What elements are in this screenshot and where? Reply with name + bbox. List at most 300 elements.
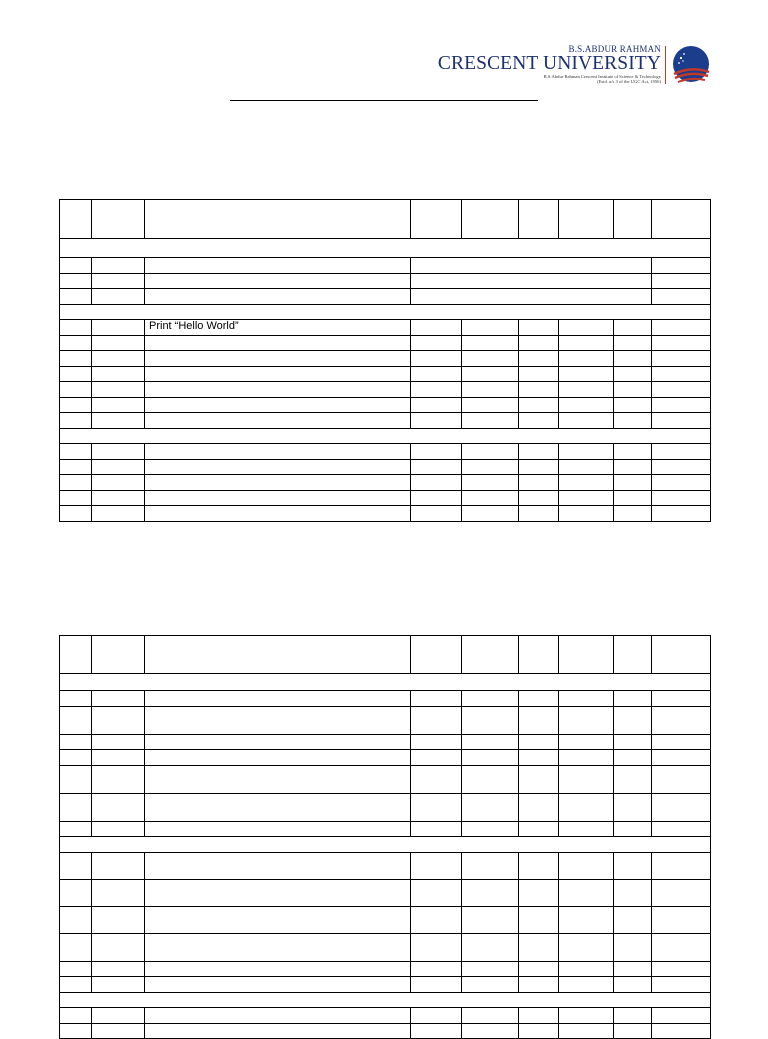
table-row — [60, 320, 711, 336]
table-cell — [92, 852, 145, 879]
table-cell — [462, 961, 519, 977]
table-cell — [614, 506, 652, 522]
table-cell — [614, 459, 652, 475]
table-cell — [411, 1023, 462, 1039]
table-cell — [145, 1023, 411, 1039]
table-cell — [145, 636, 411, 674]
table-cell — [559, 636, 614, 674]
table-cell — [411, 459, 462, 475]
table-row — [60, 706, 711, 734]
table-row — [60, 852, 711, 879]
table-cell — [519, 413, 559, 429]
table-cell — [559, 506, 614, 522]
section-row — [60, 674, 711, 691]
table-cell — [462, 636, 519, 674]
table-cell — [652, 490, 711, 506]
table-cell — [519, 750, 559, 766]
table-cell — [652, 977, 711, 993]
table-cell — [614, 734, 652, 750]
table-cell — [60, 1023, 92, 1039]
table-cell — [519, 734, 559, 750]
table-cell — [652, 320, 711, 336]
table-cell — [92, 879, 145, 906]
table-row — [60, 289, 711, 305]
table-cell — [652, 961, 711, 977]
table-cell — [462, 793, 519, 821]
table-cell — [60, 335, 92, 351]
table-cell — [519, 444, 559, 460]
table-cell — [92, 906, 145, 933]
table-cell — [411, 977, 462, 993]
table-cell — [60, 765, 92, 793]
table-1 — [59, 199, 711, 522]
table-cell — [559, 444, 614, 460]
table-cell — [145, 765, 411, 793]
table-cell — [60, 837, 711, 853]
table-cell — [614, 366, 652, 382]
table-cell — [614, 444, 652, 460]
table-cell — [614, 351, 652, 367]
table-cell — [411, 320, 462, 336]
table-cell — [145, 750, 411, 766]
table-cell — [411, 397, 462, 413]
table-cell — [462, 366, 519, 382]
table-cell — [462, 444, 519, 460]
table-cell — [652, 1023, 711, 1039]
table-cell — [559, 793, 614, 821]
table-cell — [614, 397, 652, 413]
table-cell — [462, 200, 519, 239]
table-cell — [145, 821, 411, 837]
table-cell — [92, 490, 145, 506]
table-cell — [614, 1023, 652, 1039]
table-cell — [614, 382, 652, 398]
table-cell — [519, 821, 559, 837]
table-cell — [92, 475, 145, 491]
table-cell — [614, 961, 652, 977]
table-cell — [462, 1008, 519, 1024]
table-cell — [614, 490, 652, 506]
table-cell — [614, 691, 652, 707]
table-cell — [462, 691, 519, 707]
table-cell — [559, 977, 614, 993]
table-cell — [92, 933, 145, 961]
table-cell — [614, 977, 652, 993]
table-cell — [652, 793, 711, 821]
table-row — [60, 879, 711, 906]
table-cell — [411, 961, 462, 977]
table-cell — [145, 351, 411, 367]
table-cell — [519, 475, 559, 491]
table-cell — [411, 413, 462, 429]
table-cell — [614, 906, 652, 933]
table-cell — [559, 933, 614, 961]
table-cell — [411, 366, 462, 382]
table-cell — [652, 459, 711, 475]
table-cell — [559, 413, 614, 429]
table-cell — [462, 750, 519, 766]
table-cell — [559, 335, 614, 351]
table-cell — [60, 490, 92, 506]
table-cell — [559, 382, 614, 398]
table-row — [60, 1023, 711, 1039]
university-logo — [437, 44, 711, 88]
table-cell — [145, 706, 411, 734]
table-cell — [60, 428, 711, 444]
table-cell — [60, 691, 92, 707]
table-cell — [652, 750, 711, 766]
table-cell — [92, 734, 145, 750]
table-cell — [652, 852, 711, 879]
table-cell — [60, 674, 711, 691]
table-cell — [519, 335, 559, 351]
table-cell — [519, 879, 559, 906]
table-cell — [462, 765, 519, 793]
table-cell — [652, 258, 711, 274]
table-cell — [92, 750, 145, 766]
table-cell — [92, 977, 145, 993]
table-cell — [411, 821, 462, 837]
table-cell — [92, 961, 145, 977]
table-cell — [145, 1008, 411, 1024]
table-cell — [559, 821, 614, 837]
table-cell — [462, 933, 519, 961]
table-cell — [614, 636, 652, 674]
table-cell — [519, 765, 559, 793]
table-cell — [60, 304, 711, 320]
table-cell — [559, 1008, 614, 1024]
table-row — [60, 258, 711, 274]
table-row — [60, 734, 711, 750]
table-cell — [60, 750, 92, 766]
table-cell — [652, 821, 711, 837]
table-cell — [60, 961, 92, 977]
table-cell — [519, 382, 559, 398]
table-cell — [145, 289, 411, 305]
logo-university-name: CRESCENT UNIVERSITY — [437, 53, 661, 74]
table-cell — [60, 706, 92, 734]
table-row — [60, 750, 711, 766]
table-cell — [411, 200, 462, 239]
table-cell — [92, 258, 145, 274]
table-row — [60, 933, 711, 961]
table-cell — [519, 490, 559, 506]
table-cell — [60, 382, 92, 398]
table-cell — [411, 258, 652, 274]
table-cell — [60, 289, 92, 305]
table-cell — [60, 200, 92, 239]
table-cell — [519, 636, 559, 674]
table-cell — [559, 397, 614, 413]
table-cell — [411, 852, 462, 879]
table-cell — [60, 933, 92, 961]
table-cell — [519, 793, 559, 821]
table-cell — [519, 1008, 559, 1024]
table-cell — [60, 239, 711, 258]
table-cell — [145, 366, 411, 382]
table-cell — [92, 273, 145, 289]
table-cell — [411, 444, 462, 460]
table-cell — [652, 1008, 711, 1024]
table-cell — [519, 200, 559, 239]
table-cell — [411, 906, 462, 933]
table-cell — [462, 459, 519, 475]
table-cell — [614, 933, 652, 961]
table-cell — [145, 933, 411, 961]
table-cell — [92, 320, 145, 336]
table-cell — [559, 366, 614, 382]
table-cell — [60, 258, 92, 274]
table-cell — [145, 506, 411, 522]
section-row — [60, 992, 711, 1008]
table-row — [60, 490, 711, 506]
table-cell — [60, 977, 92, 993]
table-cell — [652, 413, 711, 429]
table-cell — [614, 413, 652, 429]
table-cell — [60, 273, 92, 289]
table-cell — [92, 636, 145, 674]
table-cell — [92, 821, 145, 837]
table-cell — [411, 273, 652, 289]
table-cell — [462, 977, 519, 993]
table-cell — [411, 506, 462, 522]
table-cell — [92, 366, 145, 382]
table-cell — [462, 1023, 519, 1039]
table-cell — [519, 691, 559, 707]
table-cell — [519, 459, 559, 475]
table-cell — [462, 706, 519, 734]
table-cell — [559, 852, 614, 879]
table-cell — [559, 750, 614, 766]
table-cell — [411, 793, 462, 821]
table-cell — [60, 366, 92, 382]
table-cell — [92, 1008, 145, 1024]
table-cell — [614, 852, 652, 879]
table-cell — [60, 506, 92, 522]
table-cell — [559, 351, 614, 367]
table-cell — [145, 879, 411, 906]
table-cell — [462, 852, 519, 879]
table-cell — [652, 382, 711, 398]
section-row — [60, 239, 711, 258]
table-cell — [519, 706, 559, 734]
table-cell — [519, 852, 559, 879]
table-cell — [411, 734, 462, 750]
table-row — [60, 793, 711, 821]
table-cell — [92, 1023, 145, 1039]
table-row — [60, 382, 711, 398]
table-cell — [145, 273, 411, 289]
table-cell — [559, 879, 614, 906]
table-cell — [559, 706, 614, 734]
table-cell — [60, 636, 92, 674]
table-cell — [411, 382, 462, 398]
table-row — [60, 459, 711, 475]
table-row — [60, 397, 711, 413]
section-row — [60, 428, 711, 444]
table-cell — [652, 397, 711, 413]
table-cell — [559, 490, 614, 506]
table-cell — [92, 200, 145, 239]
table-cell — [559, 475, 614, 491]
table-cell — [60, 906, 92, 933]
table-cell — [652, 691, 711, 707]
table-cell — [60, 1008, 92, 1024]
table-cell — [92, 691, 145, 707]
table-cell — [60, 992, 711, 1008]
table-cell — [519, 906, 559, 933]
table-cell — [92, 706, 145, 734]
table-cell — [462, 734, 519, 750]
table-row — [60, 765, 711, 793]
table-cell — [92, 289, 145, 305]
table-cell — [519, 977, 559, 993]
table-cell — [614, 793, 652, 821]
cell-hello-world: Print “Hello World” — [145, 320, 411, 336]
table-cell — [92, 397, 145, 413]
table-cell — [559, 765, 614, 793]
table-cell — [145, 961, 411, 977]
table-cell — [462, 490, 519, 506]
table-cell — [462, 335, 519, 351]
logo-divider — [665, 46, 666, 84]
table-row — [60, 444, 711, 460]
table-row — [60, 475, 711, 491]
table-cell — [60, 734, 92, 750]
table-cell — [462, 351, 519, 367]
table-row — [60, 977, 711, 993]
table-cell — [145, 490, 411, 506]
table-cell — [411, 636, 462, 674]
section-row — [60, 837, 711, 853]
table-cell — [60, 397, 92, 413]
table-cell — [462, 382, 519, 398]
table-cell — [462, 397, 519, 413]
table-cell — [411, 289, 652, 305]
table-row — [60, 200, 711, 239]
table-cell — [652, 706, 711, 734]
table-cell — [145, 258, 411, 274]
table-row — [60, 366, 711, 382]
table-cell — [652, 273, 711, 289]
table-cell — [519, 366, 559, 382]
table-cell — [652, 734, 711, 750]
table-cell — [559, 200, 614, 239]
table-cell — [411, 750, 462, 766]
table-row — [60, 691, 711, 707]
table-cell — [411, 490, 462, 506]
table-cell — [652, 444, 711, 460]
table-cell — [462, 906, 519, 933]
table-cell — [60, 320, 92, 336]
table-cell — [462, 413, 519, 429]
table-cell — [60, 459, 92, 475]
table-cell — [92, 444, 145, 460]
table-row — [60, 273, 711, 289]
table-cell — [145, 444, 411, 460]
table-cell — [652, 879, 711, 906]
table-cell — [462, 821, 519, 837]
table-cell — [519, 961, 559, 977]
table-cell — [145, 200, 411, 239]
table-cell — [411, 691, 462, 707]
table-cell — [519, 1023, 559, 1039]
table-cell — [614, 765, 652, 793]
table-row — [60, 821, 711, 837]
table-cell — [411, 706, 462, 734]
table-row — [60, 351, 711, 367]
table-cell — [60, 413, 92, 429]
table-cell — [145, 335, 411, 351]
table-cell — [519, 351, 559, 367]
table-cell — [559, 961, 614, 977]
table-cell — [519, 506, 559, 522]
table-cell — [145, 475, 411, 491]
table-cell — [145, 906, 411, 933]
table-cell — [614, 475, 652, 491]
logo-sub-line-1: B.S.Abdur Rahman Crescent Institute of Science & Technology — [543, 74, 661, 79]
table-row — [60, 506, 711, 522]
table-cell — [145, 413, 411, 429]
table-cell — [60, 475, 92, 491]
table-cell — [462, 320, 519, 336]
table-cell — [652, 351, 711, 367]
table-cell — [145, 382, 411, 398]
table-cell — [519, 397, 559, 413]
table-cell — [652, 765, 711, 793]
table-cell — [60, 852, 92, 879]
table-cell — [614, 750, 652, 766]
table-cell — [145, 852, 411, 879]
logo-wordmark — [438, 44, 661, 84]
table-cell — [559, 320, 614, 336]
table-cell — [411, 475, 462, 491]
table-cell — [652, 366, 711, 382]
table-cell — [559, 734, 614, 750]
table-cell — [652, 200, 711, 239]
table-cell — [462, 475, 519, 491]
table-row — [60, 1008, 711, 1024]
table-row — [60, 413, 711, 429]
table-cell — [92, 351, 145, 367]
table-cell — [92, 382, 145, 398]
logo-top-line: B.S.ABDUR RAHMAN — [568, 44, 661, 54]
table-cell — [145, 734, 411, 750]
table-cell — [559, 691, 614, 707]
table-row — [60, 636, 711, 674]
logo-sub-line-2: (Estd. u/s 3 of the UGC Act, 1956) — [597, 79, 661, 84]
table-cell — [60, 879, 92, 906]
table-cell — [60, 351, 92, 367]
table-cell — [652, 636, 711, 674]
table-cell — [519, 933, 559, 961]
table-cell — [145, 691, 411, 707]
table-cell — [614, 320, 652, 336]
crescent-emblem-icon — [671, 44, 711, 86]
table-cell — [145, 397, 411, 413]
table-cell — [145, 977, 411, 993]
table-cell — [411, 1008, 462, 1024]
table-cell — [411, 335, 462, 351]
table-cell — [652, 475, 711, 491]
table-cell — [92, 506, 145, 522]
table-cell — [559, 906, 614, 933]
table-cell — [411, 933, 462, 961]
table-cell — [411, 351, 462, 367]
table-cell — [519, 320, 559, 336]
table-cell — [652, 289, 711, 305]
table-cell — [145, 459, 411, 475]
